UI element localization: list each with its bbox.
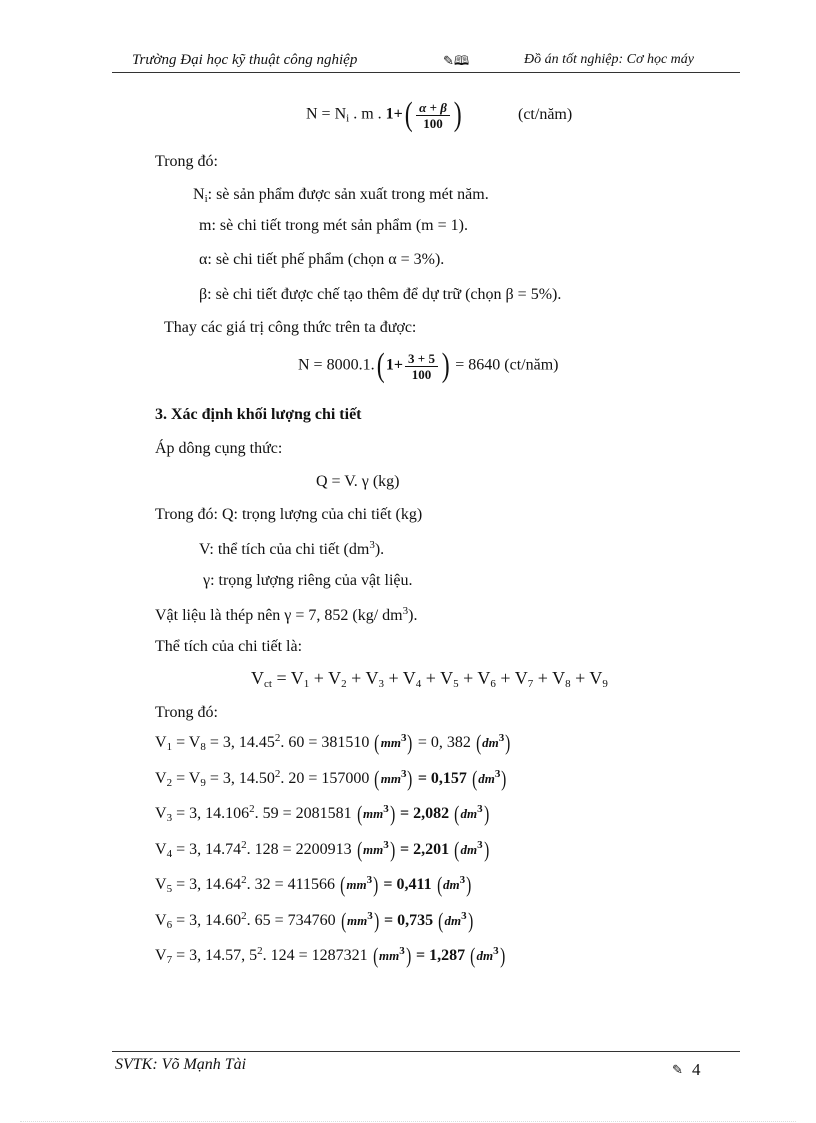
def-m: m: sè chi tiết trong mét sản phẩm (m = 1). [199, 217, 468, 234]
vct-term: V [440, 668, 454, 688]
section-heading-3: 3. Xác định khối lượng chi tiết [155, 406, 362, 423]
footer-rule [112, 1051, 740, 1052]
vct-term: V [290, 668, 304, 688]
volume-row: $V_4 = 3$, 14.74$^2$. 128 = 2200913 $(mm^3) = 2,201$ $(dm^3)$ [155, 836, 489, 862]
mm-cubed-unit: $(mm^3)$ [340, 907, 379, 933]
mm-cubed-unit: $(mm^3)$ [374, 765, 413, 791]
where-label-2: Trong đó: [155, 704, 218, 721]
vct-term: V [365, 668, 379, 688]
def-q: Trong đó: Q: trọng lượng của chi tiết (kg) [155, 506, 423, 523]
formula-n-fraction: $\frac{\alpha + \beta}{100}$ [416, 100, 450, 131]
volume-row: $V_5 = 3$, 14.64$^2$. 32 = 411566 $(mm^3) = 0,411$ $(dm^3)$ [155, 872, 472, 898]
def-v: V: thể tích của chi tiết $(dm^3)$. [199, 539, 385, 558]
vct-term: V [514, 668, 528, 688]
apply-formula-text: Áp dông cụng thức: [155, 440, 283, 457]
header-ornament-icon: ✎🕮 [443, 53, 470, 68]
mm-cubed-unit: $(mm^3)$ [356, 836, 395, 862]
header-rule [112, 72, 740, 73]
dm-cubed-unit: $(dm^3)$ [438, 907, 473, 933]
volume-row: $V_7 = 3$, 14.57, $5^2$. 124 = 1287321 $(mm^3) = 1,287$ $(dm^3)$ [155, 943, 505, 969]
header-school: Trường Đại học kỹ thuật công nghiệp [132, 52, 358, 68]
volume-row: $V_3 = 3$, 14.106$^2$. 59 = 2081581 $(mm^3) = 2,082$ $(dm^3)$ [155, 801, 489, 827]
dm-cubed-unit: $(dm^3)$ [454, 801, 489, 827]
volume-intro: Thể tích của chi tiết là: [155, 638, 303, 655]
page-bottom-dots [20, 1121, 796, 1122]
mm-cubed-unit: $(mm^3)$ [372, 943, 411, 969]
formula-vct: $V_{ct} = V_1 + V_2 + V_3 + V_4 + V_5 + V_6 + V_7 + V_8 + V_9$ [251, 668, 608, 690]
dm-cubed-unit: $(dm^3)$ [454, 836, 489, 862]
formula-q: Q = V. γ (kg) [316, 473, 400, 490]
dm-cubed-unit: $(dm^3)$ [475, 730, 511, 756]
vct-term: V [402, 668, 416, 688]
vct-term: V [552, 668, 566, 688]
def-beta: β: sè chi tiết được chế tạo thêm để dự trữ (chọn β = 5%). [199, 286, 562, 303]
def-ni: $N_i$: sè sản phẩm được sản xuất trong mét năm. [193, 186, 489, 205]
def-gamma: γ: trọng lượng riêng của vật liệu. [203, 572, 413, 589]
dm-cubed-unit: $(dm^3)$ [470, 943, 505, 969]
material-text: Vật liệu là thép nên γ = 7, 852 (kg/ $dm^3$). [155, 605, 418, 624]
volume-row: $V_2 = V_9 = 3$, 14.50$^2$. 20 = 157000 $(mm^3) = 0,157$ $(dm^3)$ [155, 765, 507, 791]
header-project: Đồ án tốt nghiệp: Cơ học máy [524, 52, 695, 67]
page-number: 4 [692, 1060, 701, 1079]
volume-row: $V_6 = 3$, 14.60$^2$. 65 = 734760 $(mm^3) = 0,735$ $(dm^3)$ [155, 907, 473, 933]
where-label-1: Trong đó: [155, 153, 218, 170]
formula-n: $N = N_i$ . m . 1+( $\frac{\alpha + \beta}{100}$ ) [306, 96, 462, 133]
footer-student: SVTK: Võ Mạnh Tài [115, 1056, 247, 1073]
footer-page-icon: ✎ [672, 1062, 683, 1077]
mm-cubed-unit: $(mm^3)$ [356, 801, 395, 827]
dm-cubed-unit: $(dm^3)$ [436, 872, 472, 898]
formula-n-unit: (ct/năm) [518, 106, 573, 123]
vct-term: V [328, 668, 342, 688]
mm-cubed-unit: $(mm^3)$ [374, 730, 413, 756]
vct-term: V [477, 668, 491, 688]
mm-cubed-unit: $(mm^3)$ [340, 872, 379, 898]
dm-cubed-unit: $(dm^3)$ [472, 765, 507, 791]
substitute-text: Thay các giá trị công thức trên ta được: [164, 319, 417, 336]
formula-n-result: N = 8000.1.( 1+ $\frac{3 + 5}{100}$ ) = 8640 (ct/năm) [298, 347, 559, 384]
vct-term: V [589, 668, 603, 688]
def-alpha: α: sè chi tiết phế phẩm (chọn α = 3%). [199, 251, 445, 268]
volume-row: $V_1 = V_8 = 3$, 14.45$^2$. 60 = 381510 $(mm^3) = 0$, 382 $(dm^3)$ [155, 730, 511, 756]
